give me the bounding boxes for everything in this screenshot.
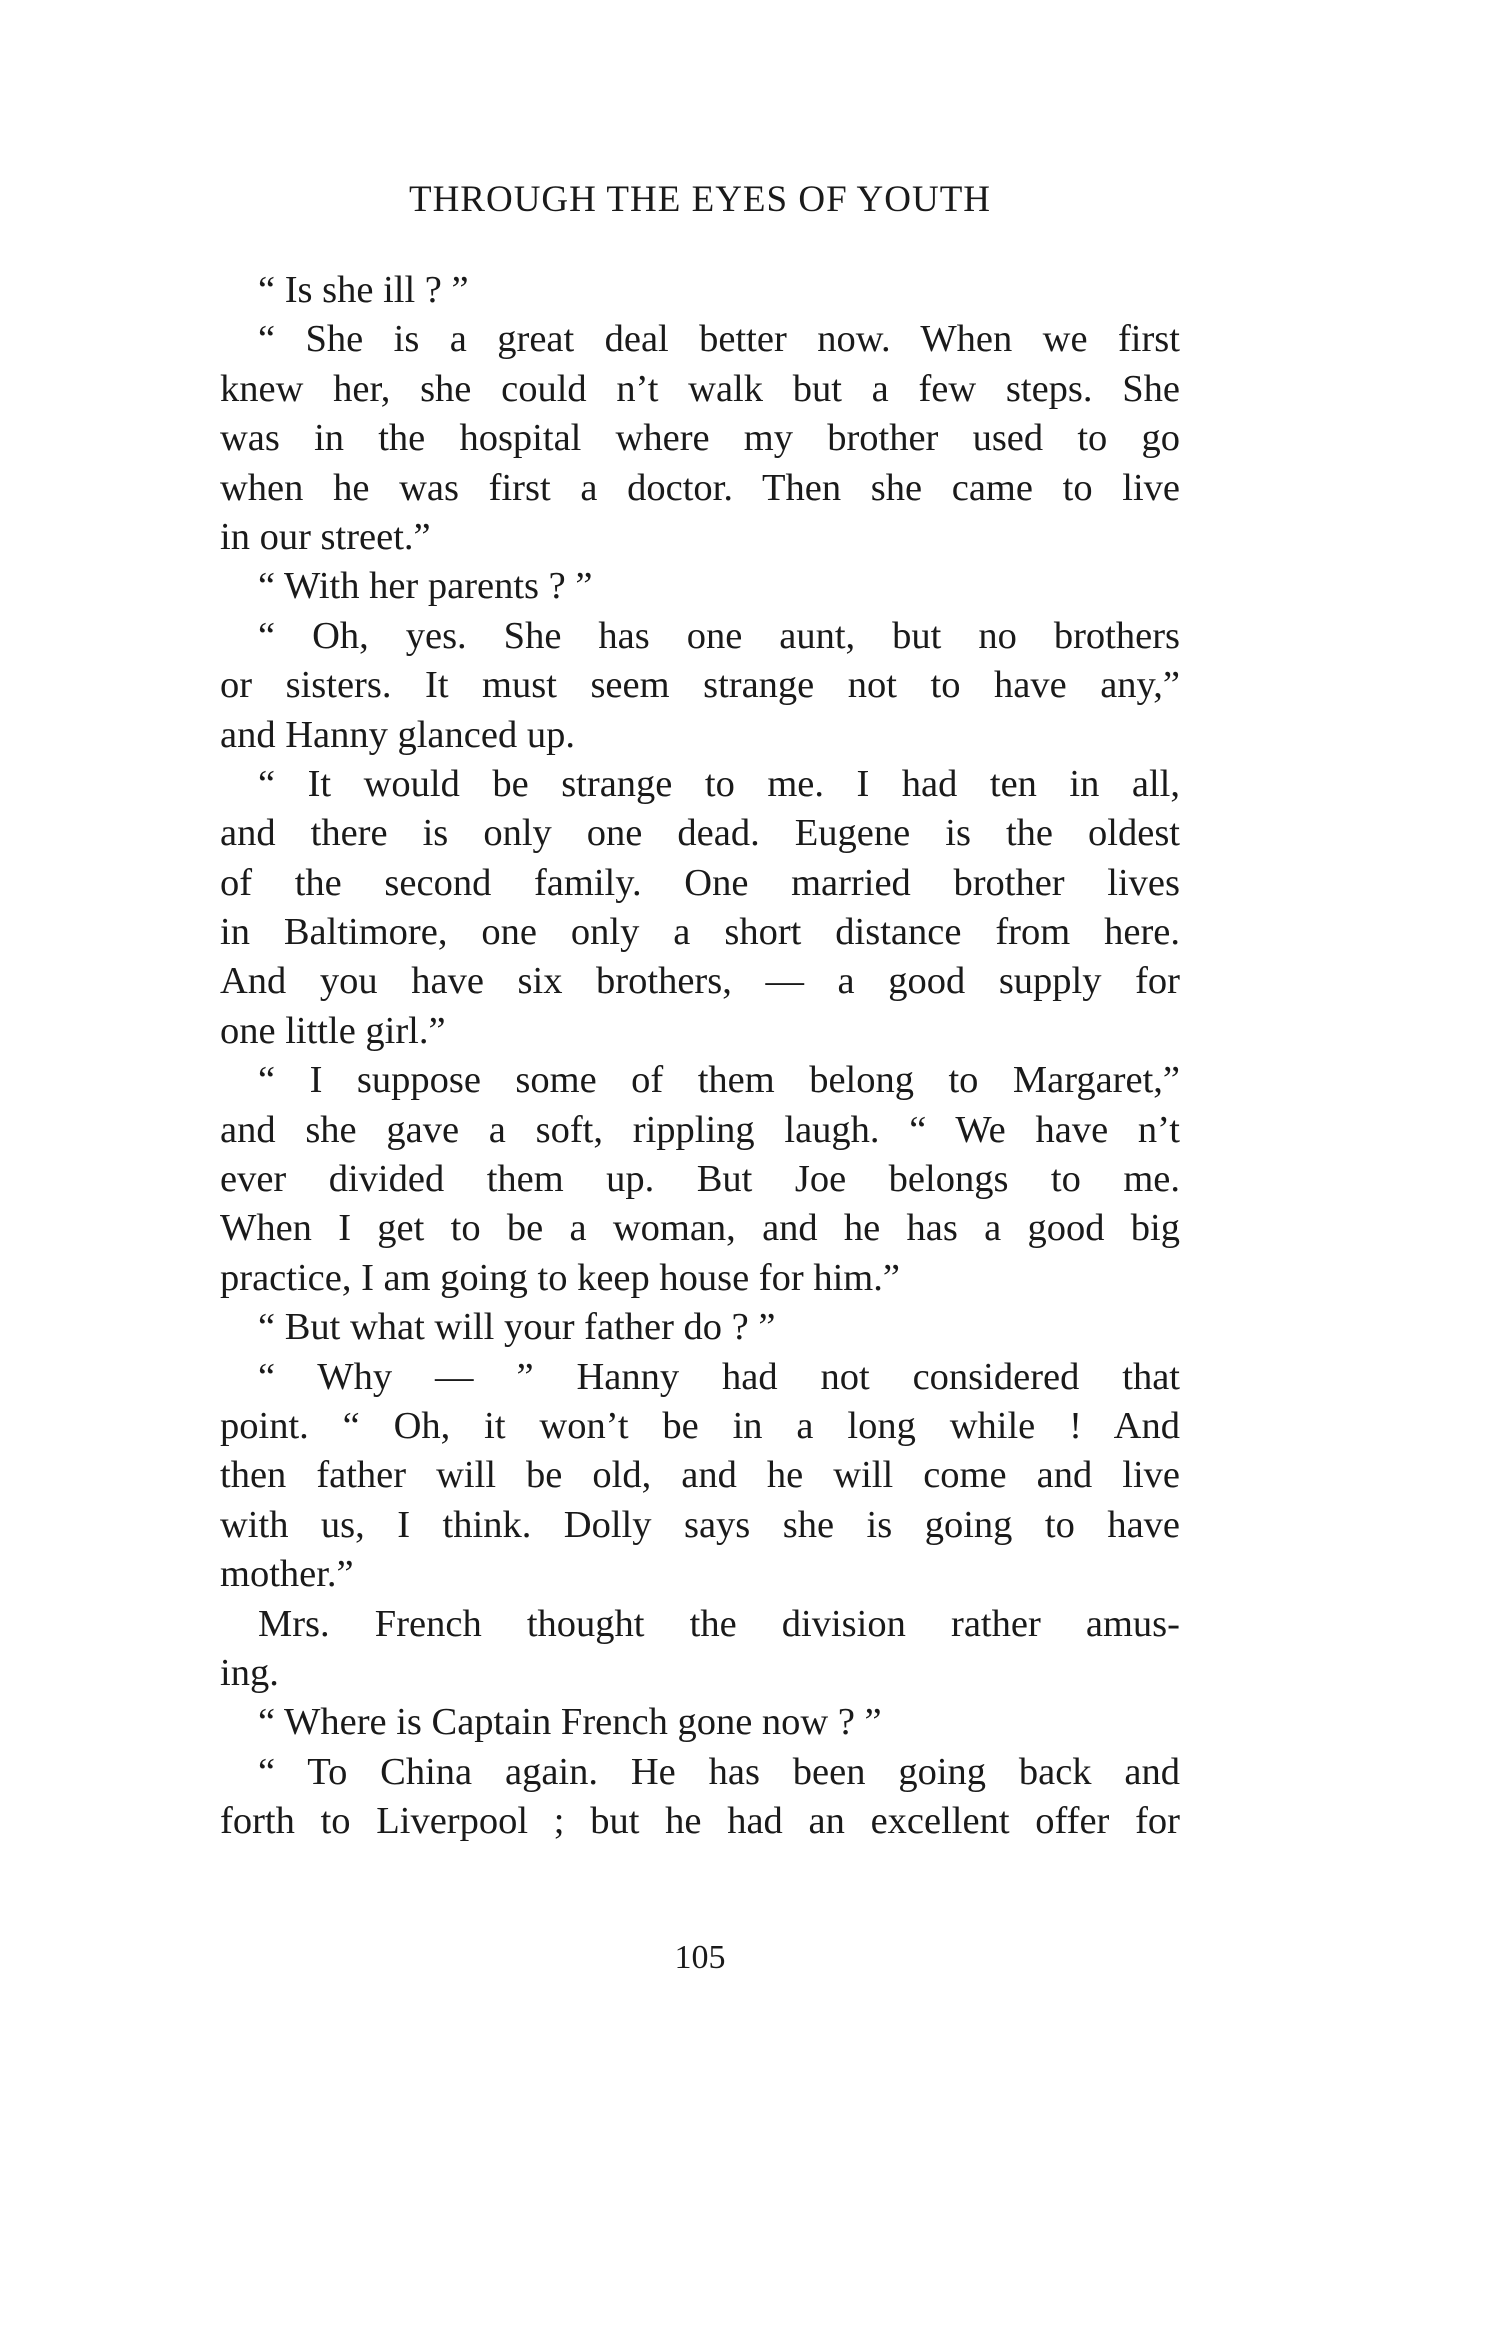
text-line: “ Oh, yes. She has one aunt, but no brothers — [258, 614, 1180, 657]
text-line: or sisters. It must seem strange not to have any,” — [220, 664, 1180, 707]
body-text — [220, 266, 1180, 1847]
text-line: “ She is a great deal better now. When we first — [258, 318, 1180, 361]
text-line: “ But what will your father do ? ” — [258, 1306, 776, 1349]
text-line: Mrs. French thought the division rather amus- — [258, 1602, 1180, 1645]
text-line: mother.” — [220, 1553, 354, 1596]
text-line: then father will be old, and he will come and live — [220, 1454, 1180, 1497]
text-line: practice, I am going to keep house for him.” — [220, 1256, 900, 1299]
text-line: of the second family. One married brother lives — [220, 861, 1180, 904]
text-line: ever divided them up. But Joe belongs to me. — [220, 1158, 1180, 1201]
text-line: “ With her parents ? ” — [258, 565, 593, 608]
text-line: with us, I think. Dolly says she is going to have — [220, 1503, 1180, 1546]
text-line: one little girl.” — [220, 1009, 446, 1052]
text-line: when he was first a doctor. Then she came to live — [220, 466, 1180, 509]
text-line: “ It would be strange to me. I had ten in all, — [258, 762, 1180, 805]
text-line: in our street.” — [220, 515, 431, 558]
text-line: “ Why — ” Hanny had not considered that — [258, 1355, 1180, 1398]
text-line: And you have six brothers, — a good supply for — [220, 960, 1180, 1003]
text-line: forth to Liverpool ; but he had an excellent offer for — [220, 1800, 1180, 1843]
text-line: in Baltimore, one only a short distance from here. — [220, 911, 1180, 954]
text-line: and Hanny glanced up. — [220, 713, 575, 756]
text-line: and she gave a soft, rippling laugh. “ We have n’t — [220, 1108, 1180, 1151]
text-line: ing. — [220, 1651, 279, 1694]
text-line: “ To China again. He has been going back and — [258, 1750, 1180, 1793]
running-title: THROUGH THE EYES OF YOUTH — [408, 179, 992, 220]
text-line: knew her, she could n’t walk but a few steps. She — [220, 367, 1180, 410]
page-number: 105 — [674, 1939, 726, 1976]
text-line: “ I suppose some of them belong to Margaret,” — [258, 1059, 1180, 1102]
text-line: was in the hospital where my brother used to go — [220, 417, 1180, 460]
text-line: “ Where is Captain French gone now ? ” — [258, 1701, 882, 1744]
text-line: and there is only one dead. Eugene is the oldest — [220, 812, 1180, 855]
text-line: When I get to be a woman, and he has a good big — [220, 1207, 1180, 1250]
text-line: “ Is she ill ? ” — [258, 269, 469, 311]
text-line: point. “ Oh, it won’t be in a long while ! And — [220, 1404, 1180, 1447]
